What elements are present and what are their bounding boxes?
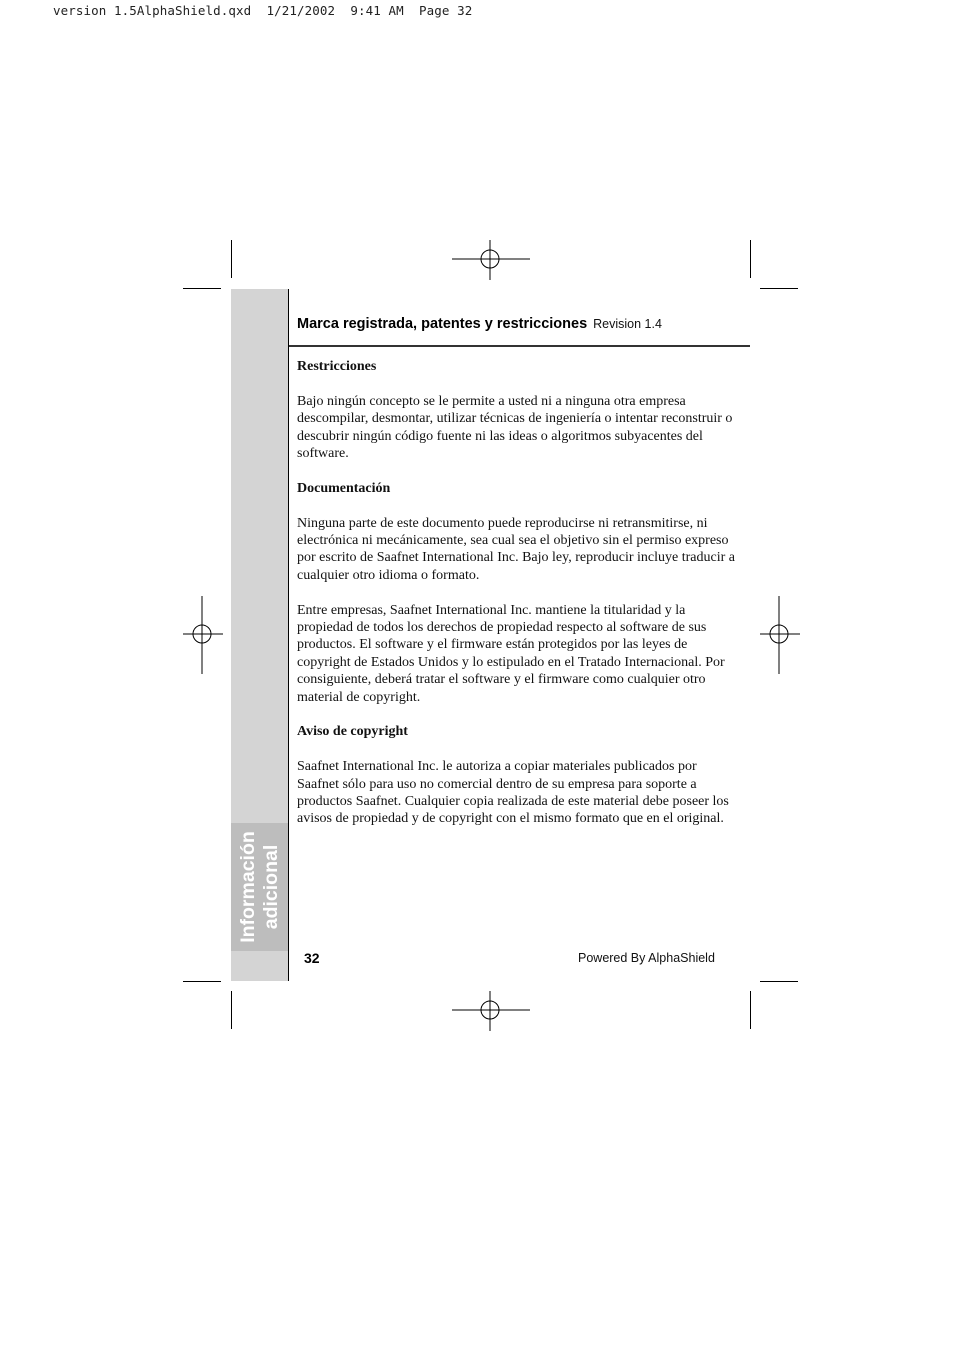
page-number: 32 [304,950,320,966]
section-tab-line-2: adicional [259,844,282,930]
section-tab-label [231,823,288,951]
body-paragraph: Bajo ningún concepto se le permite a usted ni a ninguna otra empresa descompilar, desmontar, utilizar técnicas de ingeniería o intentar reconstruir o descubrir ningún código fuente ni las ideas o algoritmos subyacentes del software. [297,393,733,462]
crop-mark [760,981,798,982]
registration-mark-icon [183,596,223,674]
body-paragraph: Ninguna parte de este documento puede reproducirse ni retransmitirse, ni electrónica ni mecánicamente, sea cual sea el objetivo sin el permiso expreso por escrito de Saafnet International Inc. Bajo ley, reproducir incluye traducir a cualquier otro idioma o formato. [297,515,735,583]
crop-mark [183,288,221,289]
crop-mark [231,991,232,1029]
section-heading: Aviso de copyright [297,724,408,740]
registration-mark-icon [760,596,800,674]
page-header [297,315,662,333]
crop-mark [231,240,232,278]
crop-mark [750,991,751,1029]
footer-powered-by: Powered By AlphaShield [578,951,715,965]
crop-mark [183,981,221,982]
section-heading: Restricciones [297,359,377,374]
crop-mark [760,288,798,289]
registration-mark-icon [452,991,530,1031]
page-title: Marca registrada, patentes y restricciones [297,316,588,332]
body-paragraph: Entre empresas, Saafnet International Inc. mantiene la titularidad y la propiedad de todos los derechos de propiedad respecto al software de sus productos. El software y el firmware están protegidos por las leyes de copyright de Estados Unidos y lo estipulado en el Tratado Internacional. Por consiguiente, deberá tratar el software y el firmware como cualquier otro material de copyright. [297,602,725,705]
section-heading: Documentación [297,480,391,496]
print-slug-line: version 1.5AlphaShield.qxd 1/21/2002 9:41 AM Page 32 [53,3,473,18]
crop-mark [750,240,751,278]
header-rule [289,345,750,347]
registration-mark-icon [452,240,530,280]
document-body [297,358,742,828]
page-edge-line [288,289,289,981]
body-paragraph: Saafnet International Inc. le autoriza a copiar materiales publicados por Saafnet sólo para uso no comercial dentro de su empresa para soporte a productos Saafnet. Cualquier copia realizada de este material debe poseer los avisos de propiedad y de copyright con el mismo formato que en el original. [297,759,729,827]
revision-label: Revision 1.4 [593,317,662,331]
section-tab-line-1: Información [236,831,259,943]
